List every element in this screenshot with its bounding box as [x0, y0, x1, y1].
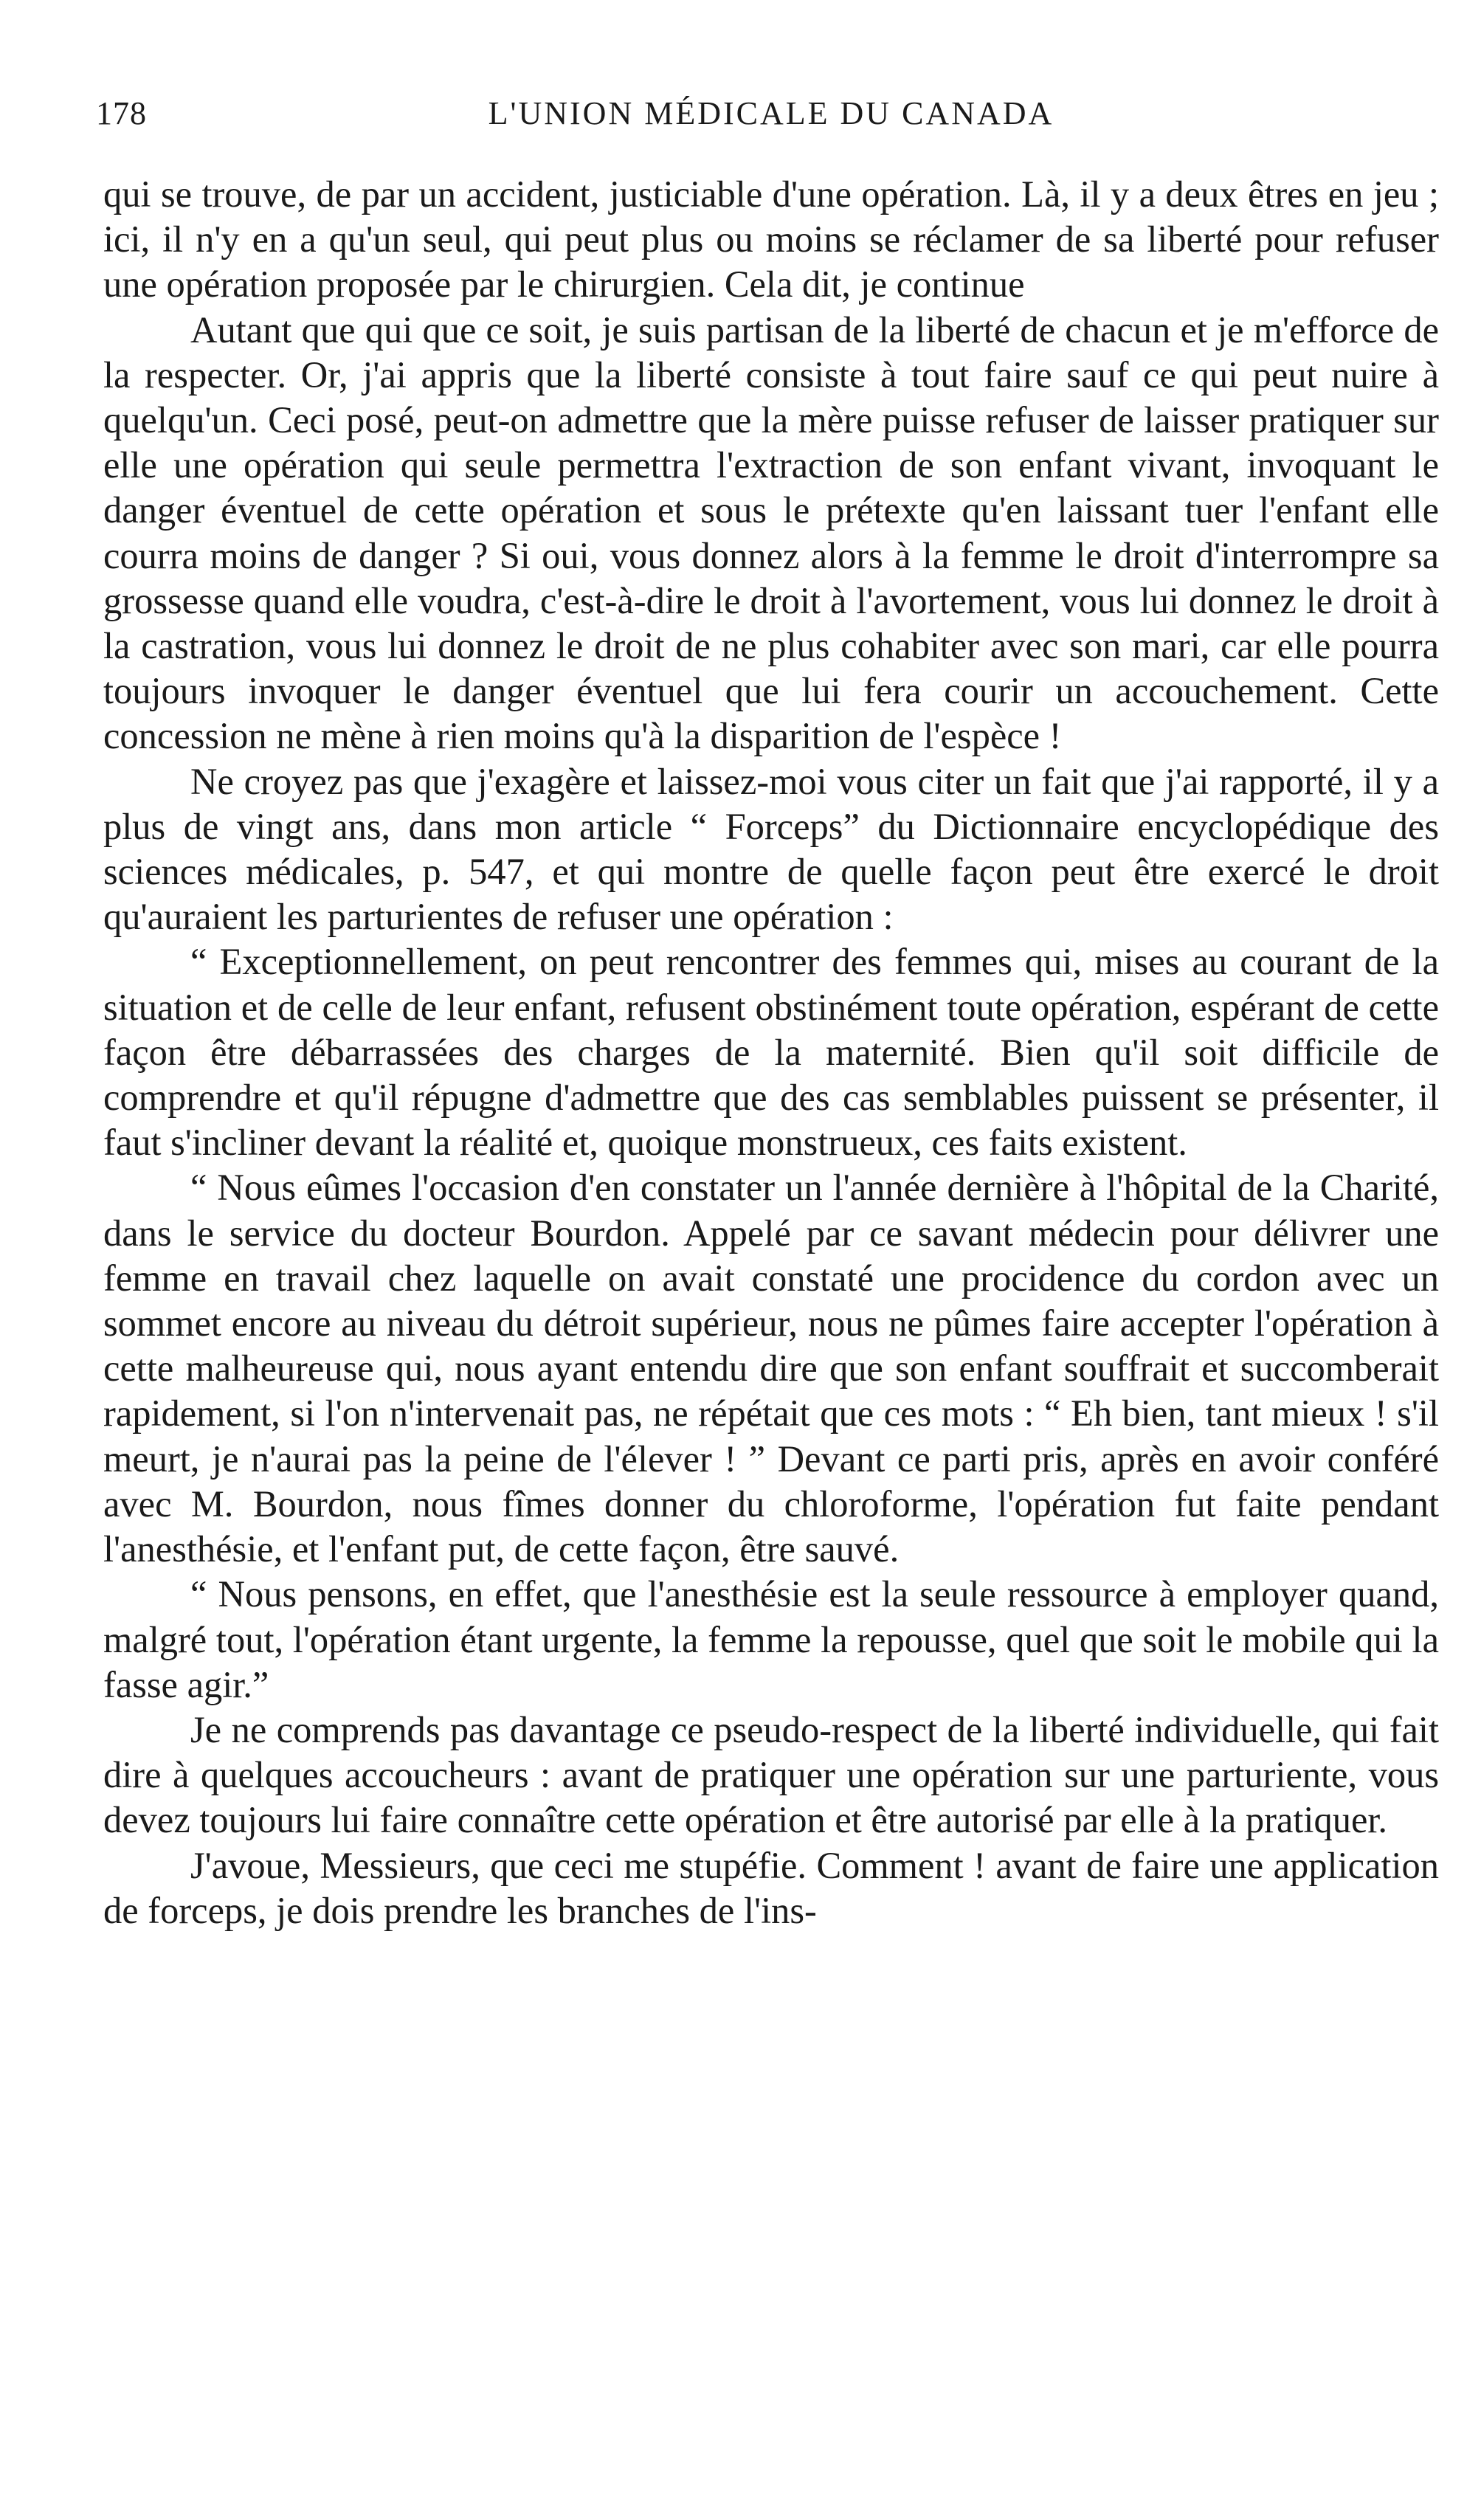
paragraph-5-quote: “ Nous eûmes l'occasion d'en constater un l'année dernière à l'hôpital de la Charité, dans le service du docteur Bourdon. Appelé par ce savant médecin pour délivrer une femme en travail chez laquelle on avait constaté une procidence du cordon avec un sommet encore au niveau du détroit supérieur, nous ne pûmes faire accepter l'opération à cette malheureuse qui, nous ayant entendu dire que son enfant souffrait et succomberait rapidement, si l'on n'intervenait pas, ne répétait que ces mots : “ Eh bien, tant mieux ! s'il meurt, je n'aurai pas la peine de l'élever ! ” Devant ce parti pris, après en avoir conféré avec M. Bourdon, nous fîmes donner du chloroforme, l'opération fut faite pendant l'anesthésie, et l'enfant put, de cette façon, être sauvé.	[103, 1167, 1439, 1570]
paragraph-3: Ne croyez pas que j'exagère et laissez-moi vous citer un fait que j'ai rapporté, il y a plus de vingt ans, dans mon article “ Forceps” du Dictionnaire encyclopédique des sciences médicales, p. 547, et qui montre de quelle façon peut être exercé le droit qu'auraient les parturientes de refuser une opération :	[103, 760, 1439, 938]
paragraph-1: qui se trouve, de par un accident, justiciable d'une opération. Là, il y a deux êtres en jeu ; ici, il n'y en a qu'un seul, qui peut plus ou moins se réclamer de sa liberté pour refuser une opération proposée par le chirurgien. Cela dit, je continue	[103, 173, 1439, 305]
paragraph-2: Autant que qui que ce soit, je suis partisan de la liberté de chacun et je m'efforce de la respecter. Or, j'ai appris que la liberté consiste à tout faire sauf ce qui peut nuire à quelqu'un. Ceci posé, peut-on admettre que la mère puisse refuser de laisser pratiquer sur elle une opération qui seule permettra l'extraction de son enfant vivant, invoquant le danger éventuel de cette opération et sous le prétexte qu'en laissant tuer l'enfant elle courra moins de danger ? Si oui, vous donnez alors à la femme le droit d'interrompre sa grossesse quand elle voudra, c'est-à-dire le droit à l'avortement, vous lui donnez le droit à la castration, vous lui donnez le droit de ne plus cohabiter avec son mari, car elle pourra toujours invoquer le danger éventuel que lui fera courir un accouchement. Cette concession ne mène à rien moins qu'à la disparition de l'espèce !	[103, 308, 1439, 757]
journal-title: L'UNION MÉDICALE DU CANADA	[488, 95, 1054, 131]
body-text	[103, 172, 1439, 1933]
paragraph-6-quote: “ Nous pensons, en effet, que l'anesthésie est la seule ressource à employer quand, malgré tout, l'opération étant urgente, la femme la repousse, quel que soit le mobile qui la fasse agir.”	[103, 1573, 1439, 1705]
running-header	[96, 94, 1446, 139]
paragraph-7: Je ne comprends pas davantage ce pseudo-respect de la liberté individuelle, qui fait dire à quelques accoucheurs : avant de pratiquer une opération sur une parturiente, vous devez toujours lui faire connaître cette opération et être autorisé par elle à la pratiquer.	[103, 1708, 1439, 1841]
paragraph-4-quote: “ Exceptionnellement, on peut rencontrer des femmes qui, mises au courant de la situation et de celle de leur enfant, refusent obstinément toute opération, espérant de cette façon être débarrassées des charges de la maternité. Bien qu'il soit difficile de comprendre et qu'il répugne d'admettre que des cas semblables puissent se présenter, il faut s'incliner devant la réalité et, quoique monstrueux, ces faits existent.	[103, 941, 1439, 1164]
page-number: 178	[96, 95, 147, 131]
paragraph-8: J'avoue, Messieurs, que ceci me stupéfie. Comment ! avant de faire une application de forceps, je dois prendre les branches de l'ins-	[103, 1844, 1439, 1931]
